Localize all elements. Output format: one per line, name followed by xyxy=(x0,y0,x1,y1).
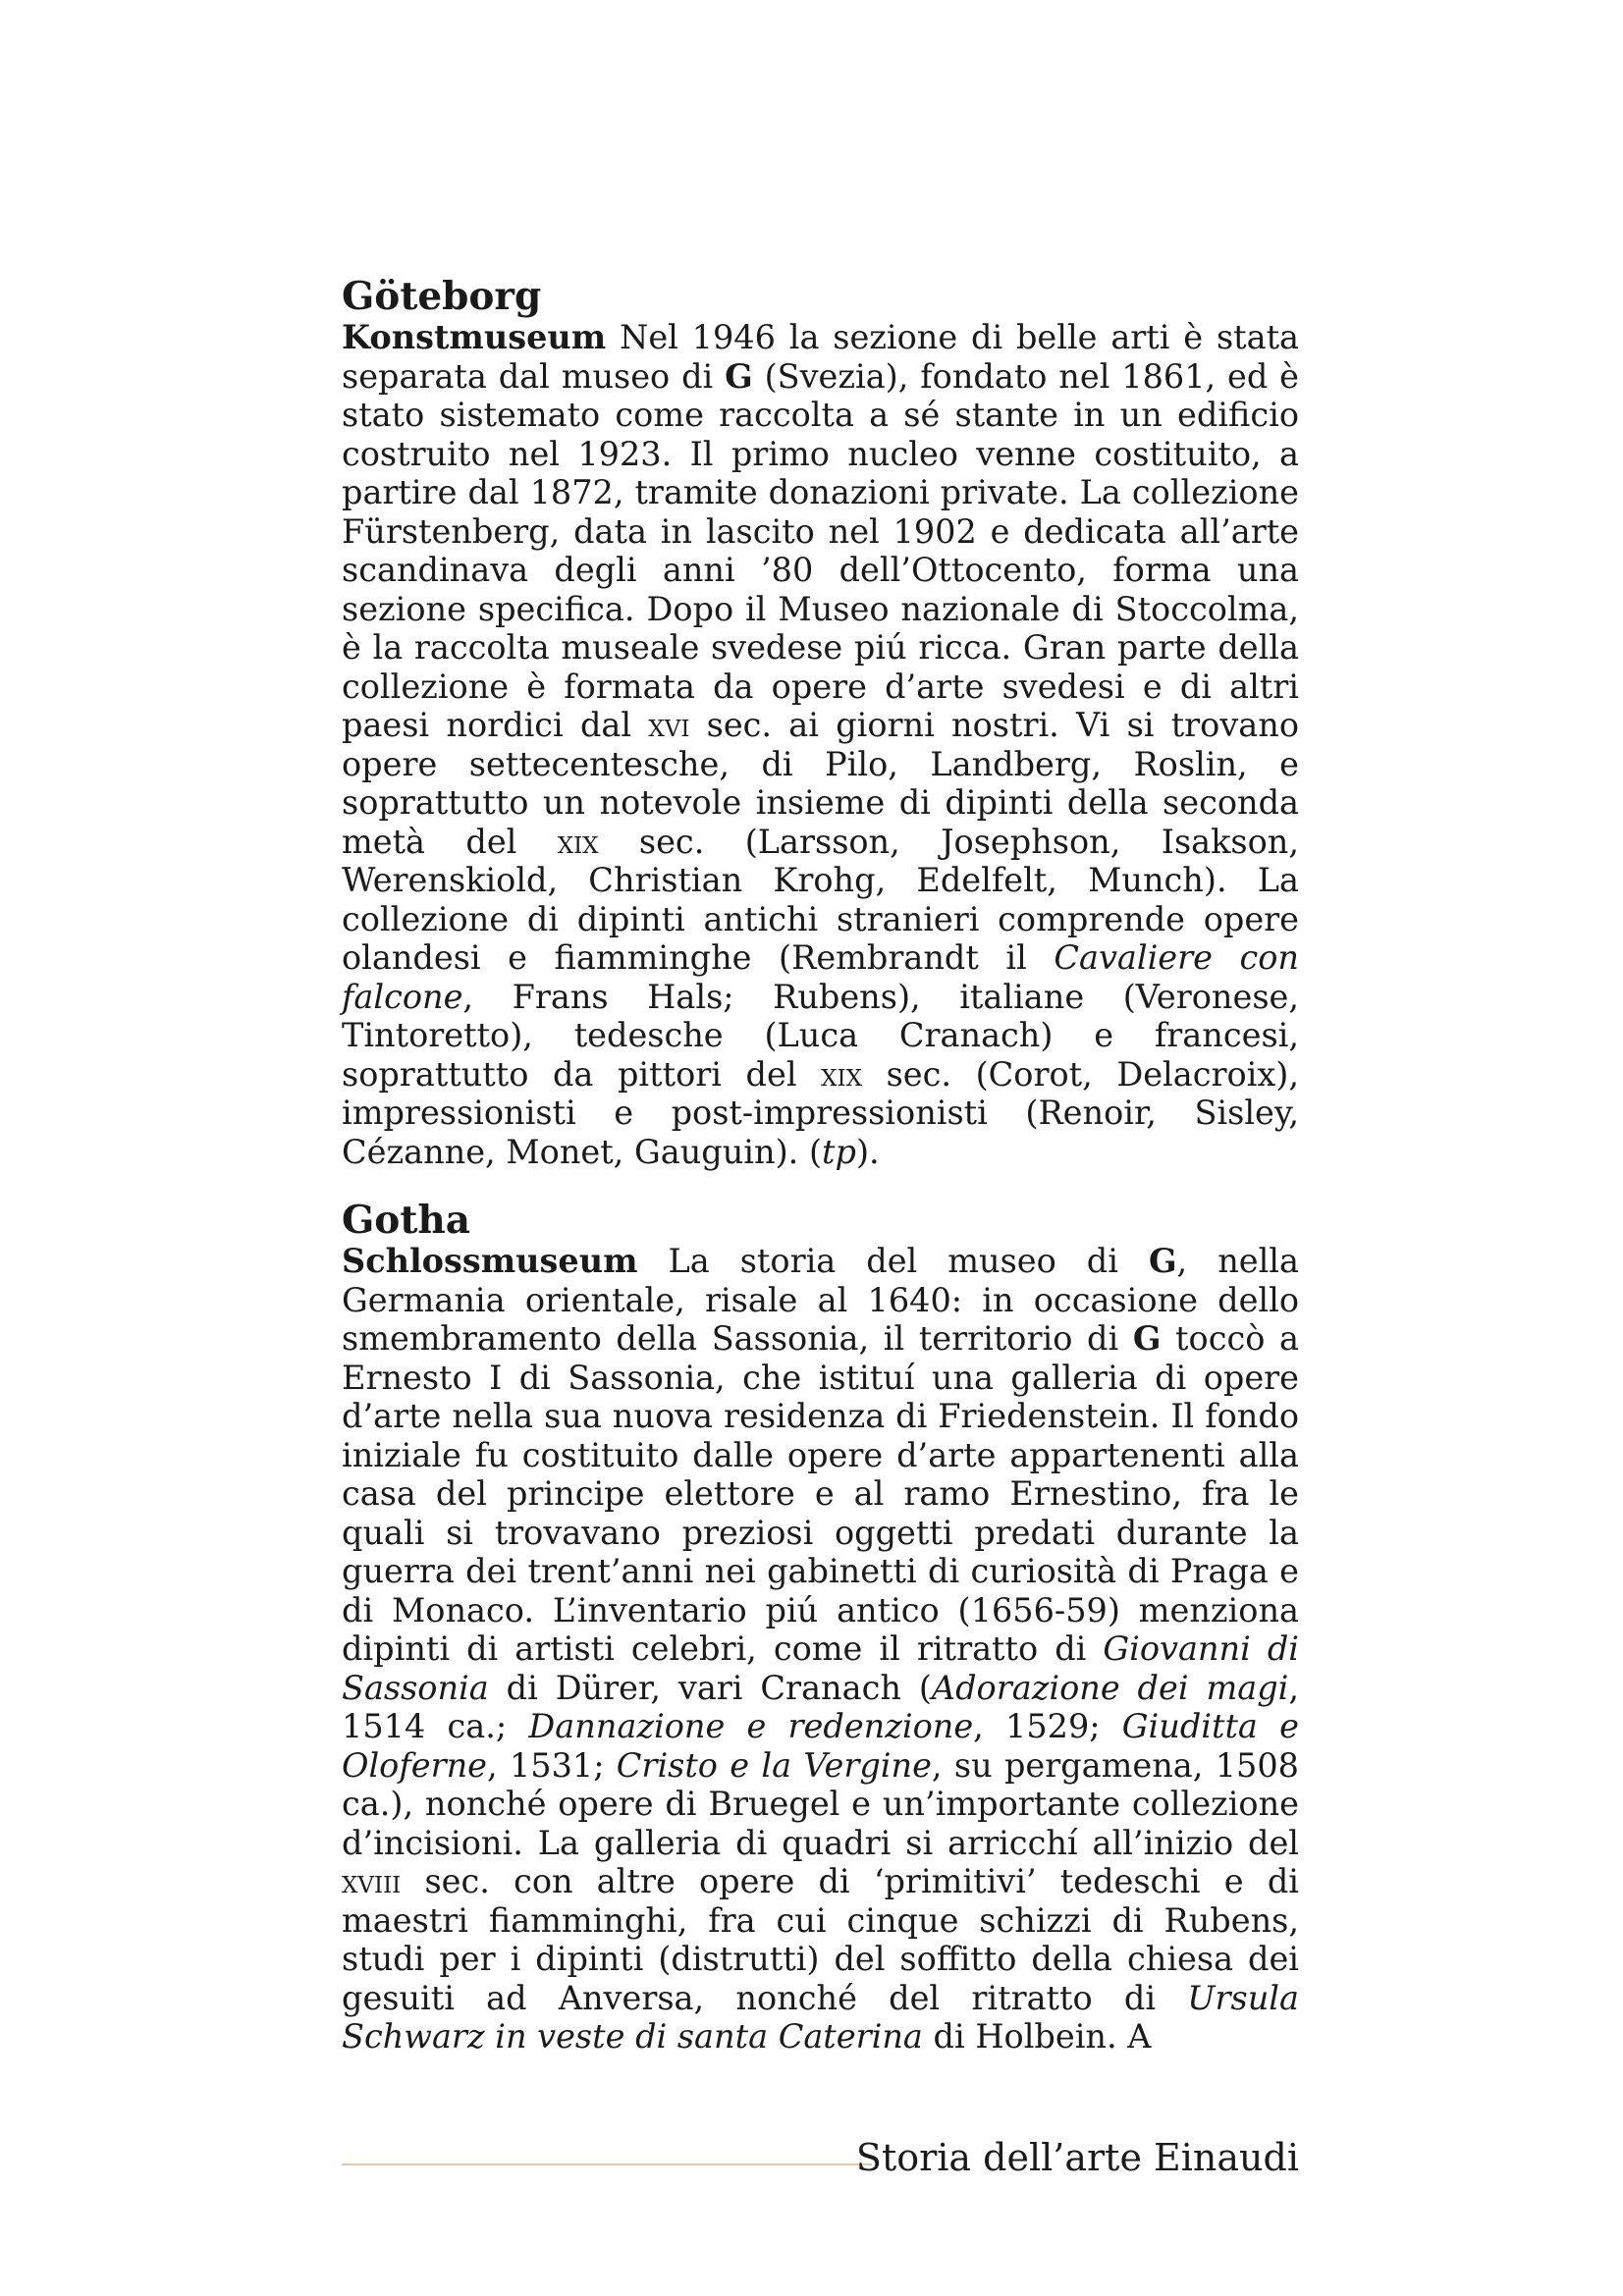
century-numeral: xix xyxy=(557,822,599,861)
text-run: toccò a Ernesto I di Sassonia, che istituí una galleria di opere d’arte nella sua nuova residenza di Friedenstein. Il fondo iniziale fu costituito dalle opere d’arte appartenenti alla casa del principe elettore e al ramo Ernestino, fra le quali si trovavano preziosi oggetti predati durante la guerra dei trent’anni nei gabinetti di curiosità di Praga e di Monaco. L’inventario piú antico (1656-59) menziona dipinti di artisti celebri, come il ritratto di xyxy=(342,1319,1299,1668)
bold-run: G xyxy=(725,356,753,396)
text-run: ). xyxy=(855,1132,880,1171)
text-run: (Svezia), fondato nel 1861, ed è stato sistemato come raccolta a sé stante in un edificio costruito nel 1923. Il primo nucleo venne costituito, a partire dal 1872, tramite donazioni private. La collezione Fürstenberg, data in lascito nel 1902 e dedicata all’arte scandinava degli anni ’80 dell’Ottocento, forma una sezione specifica. Dopo il Museo nazionale di Stoccolma, è la raccolta museale svedese piú ricca. Gran parte della collezione è formata da opere d’arte svedesi e di altri paesi nordici dal xyxy=(342,356,1299,744)
italic-title: Cristo e la Vergine xyxy=(616,1745,932,1785)
century-numeral: xvi xyxy=(648,706,690,744)
museum-name: Schlossmuseum xyxy=(342,1242,638,1280)
entry-title: Göteborg xyxy=(342,274,542,319)
text-run: sec. con altre opere di ‘primitivi’ tedeschi e di maestri fiamminghi, fra cui cinque schizzi di Rubens, studi per i dipinti (distrutti) del soffitto della chiesa dei gesuiti ad Anversa, nonché del ritratto di xyxy=(342,1862,1299,2017)
entry-title: Gotha xyxy=(342,1198,470,1243)
italic-title: Ursula Schwarz in veste di santa Caterina xyxy=(342,1978,1299,2056)
text-run: sec. (Corot, Delacroix), impressionisti e post-impressionisti (Renoir, Sisley, Cézanne, Monet, Gauguin). ( xyxy=(342,1054,1299,1171)
bold-run: G xyxy=(1148,1242,1177,1280)
text-run: , 1514 ca.; xyxy=(342,1668,1300,1745)
italic-title: Giovanni di Sassonia xyxy=(342,1629,1299,1707)
text-run: , su pergamena, 1508 ca.), nonché opere di Bruegel e un’importante collezione d’incisioni. La galleria di quadri si arricchí all’inizio del xyxy=(342,1745,1299,1862)
text-run: , 1531; xyxy=(487,1745,617,1785)
text-run: Nel 1946 la sezione di belle arti è stata separata dal museo di xyxy=(342,318,1299,396)
bold-run: G xyxy=(1132,1319,1162,1358)
text-run: , Frans Hals; Rubens), italiane (Veronese, Tintoretto), tedesche (Luca Cranach) e francesi, soprattutto da pittori del xyxy=(342,977,1299,1094)
italic-title: Dannazione e redenzione xyxy=(528,1707,974,1745)
italic-title: Cavaliere con falcone xyxy=(342,938,1300,1016)
page-footer xyxy=(342,2130,1299,2189)
entry-gotha xyxy=(342,1199,1299,2056)
entry-body xyxy=(342,318,1299,1171)
text-run: sec. ai giorni nostri. Vi si trovano opere settecentesche, di Pilo, Landberg, Roslin, e soprattutto un notevole insieme di dipinti della seconda metà del xyxy=(342,706,1299,861)
text-run: di Dürer, vari Cranach ( xyxy=(488,1668,932,1707)
text-run: , nella Germania orientale, risale al 1640: in occasione dello smembramento della Sassonia, il territorio di xyxy=(342,1242,1299,1358)
text-run: sec. (Larsson, Josephson, Isakson, Werenskiold, Christian Krohg, Edelfelt, Munch). La collezione di dipinti antichi stranieri comprende opere olandesi e fiamminghe (Rembrandt il xyxy=(342,822,1299,977)
footer-rule xyxy=(342,2163,872,2165)
page-content xyxy=(342,275,1299,2056)
entry-goteborg xyxy=(342,275,1299,1171)
italic-title: tp xyxy=(822,1132,856,1171)
text-run: di Holbein. A xyxy=(922,2017,1152,2056)
century-numeral: xviii xyxy=(342,1862,402,1900)
museum-name: Konstmuseum xyxy=(342,318,607,356)
italic-title: Giuditta e Oloferne xyxy=(342,1707,1299,1785)
text-run: , 1529; xyxy=(973,1707,1122,1745)
text-run: La storia del museo di xyxy=(637,1242,1149,1280)
footer-publisher: Storia dell’arte Einaudi xyxy=(855,2136,1299,2179)
entry-body xyxy=(342,1242,1299,2056)
century-numeral: xix xyxy=(821,1054,862,1094)
italic-title: Adorazione dei magi xyxy=(931,1668,1289,1707)
